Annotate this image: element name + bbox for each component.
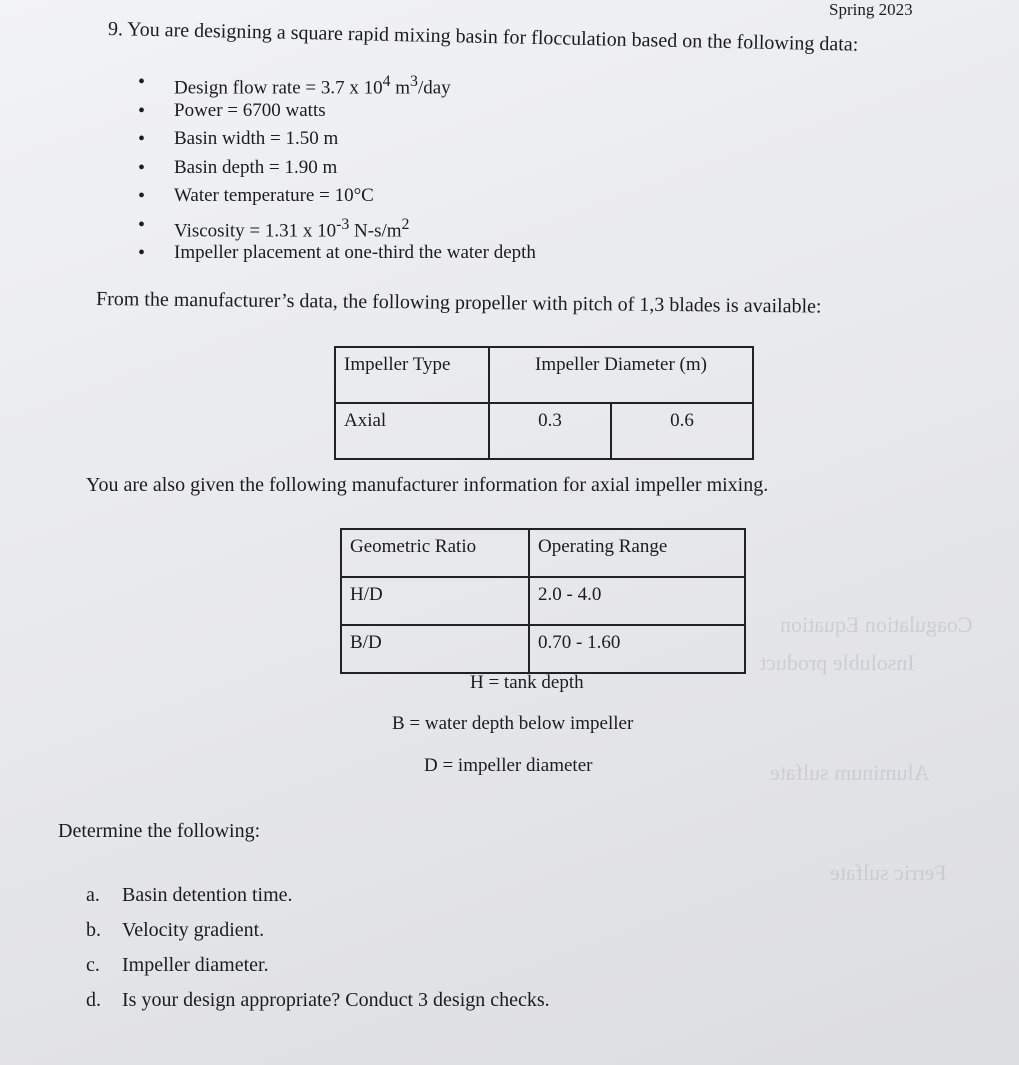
determine-heading: Determine the following: xyxy=(58,820,261,842)
definition-b: B = water depth below impeller xyxy=(392,713,634,734)
design-data-item: • Design flow rate = 3.7 x $10^4$ $m^3$/day xyxy=(130,68,536,97)
table-cell: 0.3 xyxy=(489,403,611,459)
definition-h: H = tank depth xyxy=(470,672,584,693)
table-header-cell: Impeller Type xyxy=(335,347,489,403)
question-number: 9. xyxy=(107,18,124,41)
question-text: You are designing a square rapid mixing basin for flocculation based on the following data: xyxy=(127,18,859,56)
table-cell: H/D xyxy=(341,577,529,625)
impeller-table xyxy=(334,346,754,460)
list-item: c. Impeller diameter. xyxy=(86,954,269,976)
table-cell: B/D xyxy=(341,625,529,673)
show-through: Insoluble product xyxy=(760,650,915,675)
question-parts-list xyxy=(86,878,550,1018)
definition-d: D = impeller diameter xyxy=(424,755,593,776)
design-data-item: • Basin width = 1.50 m xyxy=(130,125,536,154)
semester-header: Spring 2023 xyxy=(829,0,913,19)
design-data-item: • Basin depth = 1.90 m xyxy=(130,154,536,183)
show-through: Ferric sulfate xyxy=(830,860,947,885)
list-item: b. Velocity gradient. xyxy=(86,919,265,941)
design-data-item: • Viscosity = 1.31 x $10^{-3}$ $N-s/m^2$ xyxy=(130,211,536,240)
manufacturer-statement: From the manufacturer’s data, the following propeller with pitch of 1,3 blades is available: xyxy=(95,288,822,318)
additional-info-statement: You are also given the following manufacturer information for axial impeller mixing. xyxy=(86,474,769,496)
show-through: Aluminum sulfate xyxy=(770,760,930,785)
table-header-cell: Impeller Diameter (m) xyxy=(489,347,753,403)
table-header-cell: Geometric Ratio xyxy=(341,529,529,577)
list-item: d. Is your design appropriate? Conduct 3 design checks. xyxy=(86,989,550,1011)
design-data-item: • Water temperature = 10°C xyxy=(130,182,536,211)
design-data-item: • Power = 6700 watts xyxy=(130,97,536,126)
geometric-ratio-table xyxy=(340,528,746,674)
table-cell: Axial xyxy=(335,403,489,459)
table-cell: 0.6 xyxy=(611,403,753,459)
design-data-list xyxy=(130,68,536,268)
table-cell: 0.70 - 1.60 xyxy=(529,625,745,673)
table-cell: 2.0 - 4.0 xyxy=(529,577,745,625)
table-header-cell: Operating Range xyxy=(529,529,745,577)
list-item: a. Basin detention time. xyxy=(86,884,293,906)
show-through: Coagulation Equation xyxy=(780,612,973,637)
design-data-item: • Impeller placement at one-third the water depth xyxy=(130,239,536,268)
